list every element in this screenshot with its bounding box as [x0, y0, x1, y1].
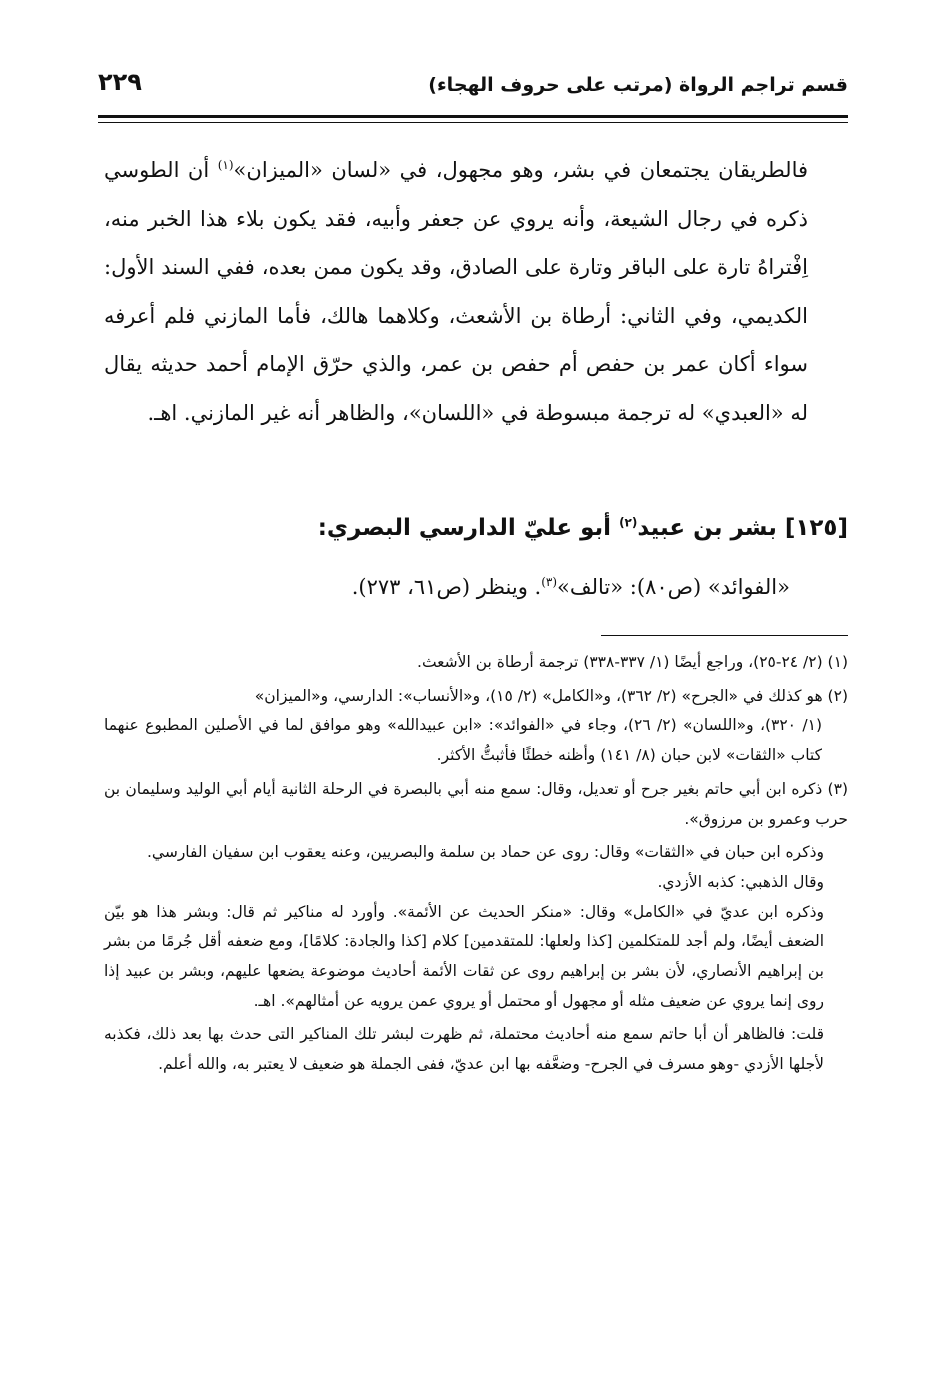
footnote-ref-1: (١): [217, 158, 234, 172]
entry-reference-part-1: «الفوائد» (ص٨٠): «تالف»: [557, 575, 790, 599]
main-text: [104, 146, 848, 437]
main-paragraph: [104, 146, 848, 437]
footnote-3: (٣) ذكره ابن أبي حاتم بغير جرح أو تعديل، وقال: سمع منه أبي بالبصرة في الرحلة الثانية أيام أبي الوليد وسليمان بن حرب وعمرو بن مرزوق».: [104, 779, 848, 828]
footnote-3-conclusion: قلت: فالظاهر أن أبا حاتم سمع منه أحاديث محتملة، ثم ظهرت لبشر تلك المناكير التى حدث بها بعد ذلك، فكذبه لأجلها الأزدي -وهو مسرف في الجرح- وضعَّفه بها ابن عديّ، ففى الجملة هو ضعيف لا يعتبر به، والله أعلم.: [104, 1025, 824, 1074]
footnote-3-ibn-adi: وذكره ابن عديّ في «الكامل» وقال: «منكر الحديث عن الأئمة». وأورد له مناكير ثم قال: وبشر هذا هو بيّن الضعف أيضًا، ولم أجد للمتكلمين [كذا ولعلها: للمتقدمين] كلام [كذا والجادة: كلامًا]، ومع ضعفه أقل جُرمًا من بشر بن إبراهيم الأنصاري، لأن بشر بن إبراهيم روى عن ثقات الأئمة أحاديث موضوعة يضعها عليهم، وبشر بن عبيد إذا روى إنما يروي عن ضعيف مثله أو مجهول أو محتمل أو يروي عمن يرويه عن أمثالهم». اهـ.: [104, 902, 824, 1010]
page-number: ٢٢٩: [98, 68, 142, 96]
entry-reference: [104, 575, 848, 599]
footnote-ref-2: (٢): [619, 515, 638, 530]
header-title: قسم تراجم الرواة (مرتب على حروف الهجاء): [428, 74, 848, 96]
footnote-2-continuation: (١/ ٣٢٠)، و«اللسان» (٢/ ٢٦)، وجاء في «الفوائد»: «ابن عبيدالله» وهو موافق لما في الأصلين المطبوع عنهما كتاب «الثقات» لابن حبان (٨/ ١٤١) وأظنه خطئًا فأثبتُّ الأكثر.: [104, 716, 822, 765]
footnote-ref-3: (٣): [541, 575, 558, 589]
footnote-separator: [601, 635, 848, 636]
main-text-part-1: فالطريقان يجتمعان في بشر، وهو مجهول، في «لسان «الميزان»: [233, 158, 809, 182]
main-text-part-2: أن الطوسي ذكره في رجال الشيعة، وأنه يروي عن جعفر وأبيه، فقد يكون بلاء هذا الخبر منه، اِفْتراهُ تارة على الباقر وتارة على الصادق، وقد يكون ممن بعده، ففي السند الأول: الكديمي، وفي الثاني: أرطاة بن الأشعث، وكلاهما هالك، فأما المازني فلم أعرفه سواء أكان عمر بن حفص أم حفص بن عمر، والذي حرّق الإمام أحمد حديثه يقال له «العبدي» له ترجمة مبسوطة في «اللسان»، والظاهر أنه غير المازني. اهـ.: [104, 158, 808, 425]
entry-heading-kunya: أبو عليّ الدارسي البصري:: [317, 515, 620, 541]
footnotes: [104, 648, 848, 1080]
entry-reference-part-2: . وينظر (ص٦١، ٢٧٣).: [351, 575, 542, 599]
entry-heading-name: [١٢٥] بشر بن عبيد: [637, 515, 848, 541]
running-header: [98, 66, 848, 106]
footnote-2-first-line: (٢) هو كذلك في «الجرح» (٢/ ٣٦٢)، و«الكامل» (٢/ ١٥)، و«الأنساب»: الدارسي، و«الميزان»: [254, 686, 848, 705]
footnote-1: (١) (٢/ ٢٤-٢٥)، وراجع أيضًا (١/ ٣٣٧-٣٣٨) ترجمة أرطاة بن الأشعث.: [417, 653, 848, 671]
entry-heading: [104, 515, 848, 541]
footnote-3-ibn-hibban: وذكره ابن حبان في «الثقات» وقال: روى عن حماد بن سلمة والبصريين، وعنه يعقوب ابن سفيان الفارسي.: [146, 843, 824, 862]
header-rule-thin: [98, 122, 848, 123]
header-rule-thick: [98, 115, 848, 118]
footnote-3-dhahabi: وقال الذهبي: كذبه الأزدي.: [657, 872, 824, 891]
